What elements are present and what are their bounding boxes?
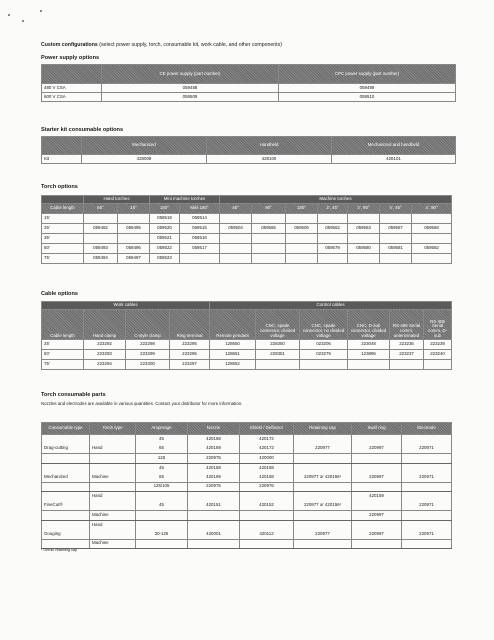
table-cell [188, 520, 240, 530]
table-cell: 059568 [412, 224, 452, 234]
table-cell: 223240 [424, 350, 452, 360]
table-cell: 420172 [240, 444, 294, 454]
table-cell [300, 360, 348, 370]
scan-speck [22, 20, 24, 22]
table-cell: 420168 [240, 463, 294, 473]
table-cell [42, 482, 90, 492]
torch-group-header: Machine torches [220, 196, 452, 204]
table-cell [380, 234, 412, 244]
table-cell [252, 254, 286, 264]
table-row [42, 84, 456, 93]
cable-options-title: Cable options [41, 291, 78, 297]
table-row [42, 501, 452, 511]
table-cell [402, 463, 452, 473]
table-cell [294, 463, 352, 473]
torch-column-header: 65° [84, 204, 118, 214]
consumables-column-header: Amperage [136, 423, 188, 435]
table-cell [136, 539, 188, 549]
table-row [42, 224, 452, 234]
table-cell: 15' [42, 214, 84, 224]
table-cell: Machine [90, 473, 136, 483]
table-cell [412, 254, 452, 264]
table-cell: 059510 [279, 93, 456, 102]
table-cell [402, 435, 452, 445]
table-cell: Kit [42, 155, 82, 164]
scan-speck [8, 14, 10, 16]
table-row [42, 234, 452, 244]
table-cell: 059582 [412, 244, 452, 254]
starter-kit-title: Starter kit consumable options [41, 127, 124, 133]
cable-column-header: CNC, D-sub connector, divided voltage [348, 310, 390, 340]
table-cell: 059506 [286, 224, 318, 234]
table-cell [348, 234, 380, 244]
table-cell: 420158 [188, 435, 240, 445]
table-cell: 420172 [240, 435, 294, 445]
table-row [42, 530, 452, 540]
table-cell [390, 360, 424, 370]
table-row [42, 539, 452, 549]
table-cell [352, 520, 402, 530]
table-cell [180, 254, 220, 264]
table-cell [352, 435, 402, 445]
torch-column-header: 4', 45° [380, 204, 412, 214]
table-cell: 059488 [102, 84, 279, 93]
table-cell: 023206 [300, 340, 348, 350]
table-cell: 059567 [380, 224, 412, 234]
table-cell [402, 539, 452, 549]
table-cell [136, 520, 188, 530]
consumables-title: Torch consumable parts [41, 392, 106, 398]
consumables-column-header: Swirl ring [352, 423, 402, 435]
cable-column-header: C-style clamp [126, 310, 170, 340]
table-cell: 059514 [180, 214, 220, 224]
table-cell [240, 511, 294, 521]
table-cell: 220971 [402, 473, 452, 483]
table-cell [294, 511, 352, 521]
table-cell: 059565 [252, 224, 286, 234]
table-cell: Mechanized [42, 473, 90, 483]
table-cell: 75' [42, 360, 84, 370]
table-cell: 059496 [118, 244, 150, 254]
table-row [42, 463, 452, 473]
table-cell [256, 360, 300, 370]
table-cell: 059581 [380, 244, 412, 254]
table-cell: 059494 [84, 254, 118, 264]
table-cell: 420158 [188, 463, 240, 473]
table-cell: 220977 [294, 530, 352, 540]
power-supply-table [41, 64, 456, 102]
table-cell: 428009 [82, 155, 207, 164]
torch-group-header: Hand torches [84, 196, 150, 204]
table-cell: 228350 [256, 340, 300, 350]
torch-column-header: 4', 90° [412, 204, 452, 214]
table-cell: Hand [90, 444, 136, 454]
page-title [41, 42, 282, 48]
table-cell [188, 511, 240, 521]
cable-column-header: CNC, spade connector, divided voltage [256, 310, 300, 340]
table-row [42, 350, 452, 360]
table-cell [318, 254, 348, 264]
table-cell [42, 454, 90, 464]
table-cell [136, 492, 188, 502]
table-cell: 220977 or 420156¹ [294, 473, 352, 483]
table-cell: 223236 [390, 340, 424, 350]
torch-options-title: Torch options [41, 184, 78, 190]
torch-group-blank [42, 196, 84, 204]
table-cell [118, 214, 150, 224]
table-cell: Gouging [42, 530, 90, 540]
table-cell [42, 492, 90, 502]
table-cell [352, 482, 402, 492]
table-cell: 25' [42, 340, 84, 350]
table-cell [380, 214, 412, 224]
table-cell [42, 463, 90, 473]
table-cell: 059517 [180, 244, 220, 254]
torch-options-table [41, 195, 452, 264]
consumables-table [41, 422, 452, 549]
table-cell [240, 520, 294, 530]
table-cell [294, 539, 352, 549]
table-cell: 420159 [352, 492, 402, 502]
table-cell: 059563 [348, 224, 380, 234]
table-cell [220, 214, 252, 224]
table-cell: 220997 [352, 473, 402, 483]
table-cell: 420112 [240, 530, 294, 540]
table-cell: 223297 [170, 360, 210, 370]
table-cell [402, 482, 452, 492]
table-cell: 600 V CSA [42, 93, 102, 102]
table-row [42, 214, 452, 224]
table-cell: 220997 [352, 444, 402, 454]
table-cell: 125/105 [136, 482, 188, 492]
consumables-column-header: Consumable type [42, 423, 90, 435]
table-cell: 059493 [84, 244, 118, 254]
table-cell: 420169 [188, 473, 240, 483]
table-cell [90, 501, 136, 511]
table-cell [84, 234, 118, 244]
table-cell: Hand [90, 492, 136, 502]
table-cell [402, 492, 452, 502]
table-cell [240, 539, 294, 549]
table-cell: 128651 [210, 350, 256, 360]
table-row [42, 444, 452, 454]
scan-speck [40, 10, 42, 12]
table-cell [240, 492, 294, 502]
torch-column-header: 2', 45° [318, 204, 348, 214]
table-cell: 220977 [294, 444, 352, 454]
table-cell [286, 254, 318, 264]
table-cell: 125 [136, 454, 188, 464]
starter-kit-header: Mechanized [82, 137, 207, 155]
table-cell [90, 530, 136, 540]
table-cell [188, 492, 240, 502]
table-cell: 420000 [240, 454, 294, 464]
table-cell [294, 492, 352, 502]
table-cell: Machine [90, 511, 136, 521]
table-cell: 059497 [118, 254, 150, 264]
table-cell: 059519 [150, 214, 180, 224]
table-cell [252, 234, 286, 244]
table-cell [90, 482, 136, 492]
table-cell [348, 214, 380, 224]
table-cell: 059515 [180, 224, 220, 234]
table-cell [220, 244, 252, 254]
table-cell [42, 435, 90, 445]
table-cell: 128652 [210, 360, 256, 370]
cable-column-header: RS-485 Serial comm, D-sub [424, 310, 452, 340]
starter-kit-table [41, 136, 456, 164]
table-cell [220, 254, 252, 264]
table-cell [380, 254, 412, 264]
table-cell [286, 244, 318, 254]
consumables-column-header: Retaining cap [294, 423, 352, 435]
table-row [42, 244, 452, 254]
table-cell: 220977 or 420156¹ [294, 501, 352, 511]
torch-group-header: Mini machine torches [150, 196, 220, 204]
starter-kit-header: Mechanized and handheld [332, 137, 456, 155]
table-cell [220, 234, 252, 244]
consumables-column-header: Shield / Deflector [240, 423, 294, 435]
table-cell [352, 539, 402, 549]
footnote: ¹ Ohmic retaining cap [41, 548, 78, 552]
table-cell [118, 234, 150, 244]
consumables-column-header: Nozzle [188, 423, 240, 435]
table-cell [352, 454, 402, 464]
torch-column-header: 15° [118, 204, 150, 214]
consumables-column-header: Torch type [90, 423, 136, 435]
table-cell: 223293 [84, 350, 126, 360]
table-cell: 059523 [150, 254, 180, 264]
cable-column-header: Cable length [42, 310, 84, 340]
table-cell [252, 214, 286, 224]
table-cell: Machine [90, 539, 136, 549]
table-cell [286, 214, 318, 224]
table-row [42, 155, 456, 164]
cable-column-header: Ring terminal [170, 310, 210, 340]
table-cell [42, 511, 90, 521]
table-row [42, 520, 452, 530]
title-subtitle: (select power supply, torch, consumable kit, work cable, and other components) [99, 42, 282, 48]
table-cell [424, 360, 452, 370]
table-cell [136, 511, 188, 521]
table-cell: 420151 [188, 501, 240, 511]
table-cell: 220971 [402, 501, 452, 511]
table-cell [294, 520, 352, 530]
torch-column-header: 180° [286, 204, 318, 214]
table-cell [294, 454, 352, 464]
table-cell [348, 360, 390, 370]
table-cell [294, 435, 352, 445]
cable-group-header: Work cables [42, 302, 210, 310]
table-cell [90, 463, 136, 473]
table-cell: 220976 [240, 482, 294, 492]
table-cell [318, 234, 348, 244]
table-cell: 220971 [402, 444, 452, 454]
table-cell: 223300 [126, 360, 170, 370]
table-cell [90, 435, 136, 445]
table-cell: 428101 [332, 155, 456, 164]
table-cell: 059489 [279, 84, 456, 93]
table-cell: 059521 [150, 234, 180, 244]
cable-column-header: RS-485 Serial comm, unterminated [390, 310, 424, 340]
table-cell: 420169 [188, 444, 240, 454]
table-cell: Hand [90, 520, 136, 530]
table-cell: 223294 [84, 360, 126, 370]
table-cell: 223296 [170, 350, 210, 360]
table-cell: 220997 [352, 530, 402, 540]
cable-group-header: Control cables [210, 302, 452, 310]
table-cell: 059522 [150, 244, 180, 254]
table-cell: 223292 [84, 340, 126, 350]
torch-column-header: 90° [252, 204, 286, 214]
table-cell: 128650 [210, 340, 256, 350]
table-cell: 420152 [240, 501, 294, 511]
table-cell: Drag-cutting [42, 444, 90, 454]
cable-column-header: CNC, spade connector, no divided voltage [300, 310, 348, 340]
table-row [42, 454, 452, 464]
power-supply-header: CPC power supply (part number) [279, 65, 456, 84]
table-cell [84, 214, 118, 224]
table-cell [90, 454, 136, 464]
table-cell: 220975 [188, 454, 240, 464]
table-row [42, 340, 452, 350]
table-row [42, 93, 456, 102]
table-cell [252, 244, 286, 254]
table-cell [402, 520, 452, 530]
table-cell [42, 520, 90, 530]
table-cell: 223048 [348, 340, 390, 350]
cable-column-header: Remote pendant [210, 310, 256, 340]
table-cell: 223237 [390, 350, 424, 360]
table-cell: 420168 [240, 473, 294, 483]
power-supply-title: Power supply options [41, 55, 100, 61]
table-cell: 480 V CSA [42, 84, 102, 93]
table-cell [402, 511, 452, 521]
table-cell: 420001 [188, 530, 240, 540]
table-cell: 059520 [150, 224, 180, 234]
table-cell: 65 [136, 444, 188, 454]
table-cell: 65 [136, 473, 188, 483]
table-row [42, 511, 452, 521]
table-cell: 223295 [170, 340, 210, 350]
table-row [42, 473, 452, 483]
table-cell: 220997 [352, 511, 402, 521]
cable-column-header: Hand clamp [84, 310, 126, 340]
table-cell: 428100 [207, 155, 332, 164]
table-cell: 123896 [348, 350, 390, 360]
table-cell: 50' [42, 244, 84, 254]
table-cell: 059562 [318, 224, 348, 234]
table-cell [188, 539, 240, 549]
table-cell: 059516 [180, 234, 220, 244]
table-row [42, 254, 452, 264]
table-cell: 228351 [256, 350, 300, 360]
power-supply-header: CE power supply (part number) [102, 65, 279, 84]
table-cell [318, 214, 348, 224]
torch-column-header: 2', 90° [348, 204, 380, 214]
table-cell: 75' [42, 254, 84, 264]
torch-column-header: Mini 180° [180, 204, 220, 214]
table-cell [352, 463, 402, 473]
consumables-column-header: Electrode [402, 423, 452, 435]
table-cell [412, 214, 452, 224]
title-text: Custom configurations [41, 42, 98, 48]
table-cell [286, 234, 318, 244]
table-cell: 30-125 [136, 530, 188, 540]
table-cell: 35' [42, 234, 84, 244]
table-cell: 223299 [126, 350, 170, 360]
table-cell: 059579 [318, 244, 348, 254]
table-row [42, 482, 452, 492]
table-cell: 059504 [220, 224, 252, 234]
table-row [42, 492, 452, 502]
table-cell [294, 482, 352, 492]
table-cell [352, 501, 402, 511]
table-cell: 223298 [126, 340, 170, 350]
starter-kit-header [42, 137, 82, 155]
torch-column-header: 180° [150, 204, 180, 214]
table-cell: 023279 [300, 350, 348, 360]
table-cell: 223239 [424, 340, 452, 350]
table-row [42, 360, 452, 370]
table-cell: 45 [136, 501, 188, 511]
table-cell [412, 234, 452, 244]
table-cell: 220975 [188, 482, 240, 492]
table-cell [402, 454, 452, 464]
torch-column-header: 45° [220, 204, 252, 214]
torch-column-header: Cable length [42, 204, 84, 214]
table-cell: 059509 [102, 93, 279, 102]
power-supply-header [42, 65, 102, 84]
table-cell: 25' [42, 224, 84, 234]
cable-options-table [41, 301, 452, 370]
table-cell: 059482 [84, 224, 118, 234]
table-cell: 45 [136, 435, 188, 445]
table-cell [348, 254, 380, 264]
table-cell: 50' [42, 350, 84, 360]
table-cell: 059495 [118, 224, 150, 234]
table-cell: 220971 [402, 530, 452, 540]
table-cell: 45 [136, 463, 188, 473]
table-cell: FineCut® [42, 501, 90, 511]
starter-kit-header: Handheld [207, 137, 332, 155]
table-cell: 059580 [348, 244, 380, 254]
table-row [42, 435, 452, 445]
consumables-intro: Nozzles and electrodes are available in various quantities. Contact your distributor for more information. [41, 401, 243, 406]
